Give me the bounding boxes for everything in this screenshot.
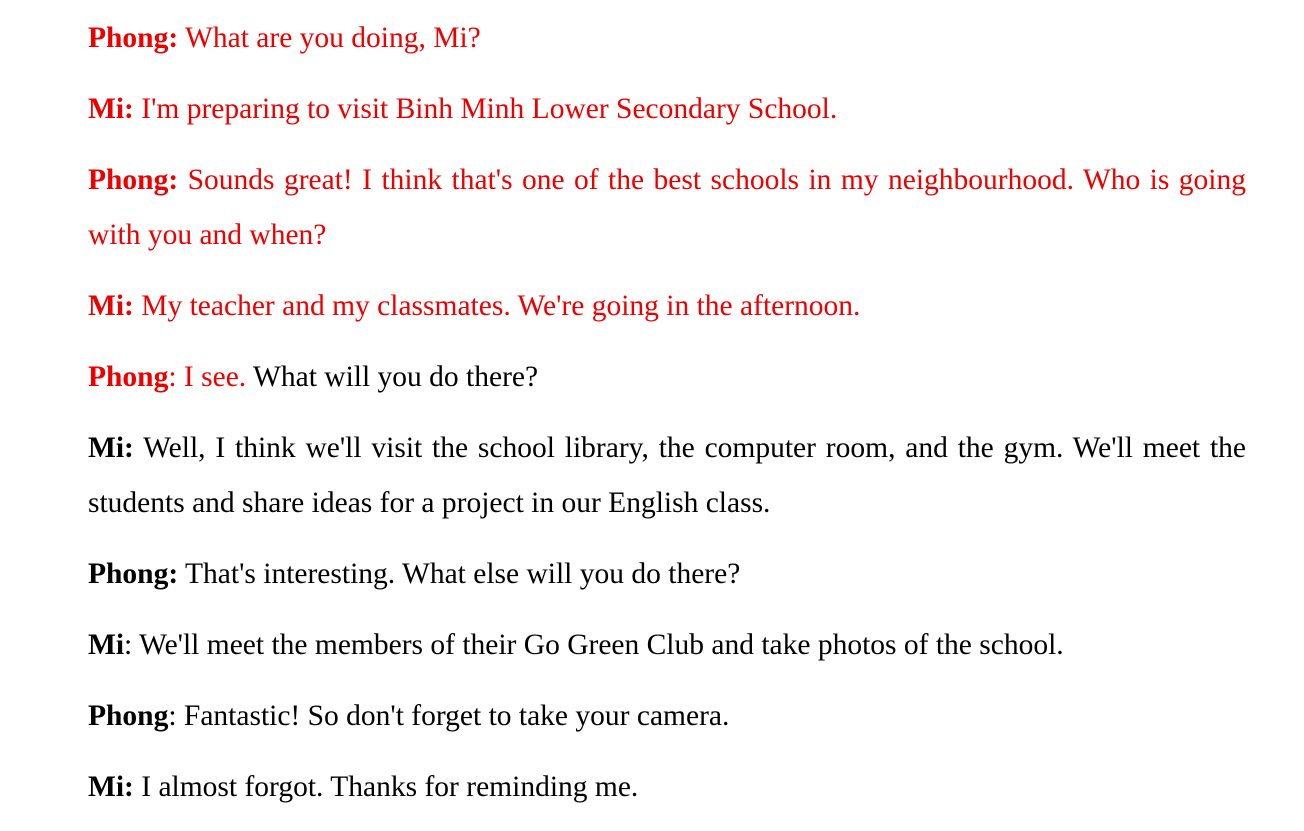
speaker-separator: :: [124, 629, 133, 661]
line-text-highlighted: What are you doing, Mi?: [178, 22, 481, 54]
line-text-highlighted: I'm preparing to visit Binh Minh Lower Secondary School.: [133, 93, 838, 125]
speaker-separator: :: [168, 700, 177, 732]
line-text-highlighted: My teacher and my classmates. We're going in the afternoon.: [133, 290, 861, 322]
dialogue-line: [88, 82, 1246, 137]
speaker-name: Phong:: [88, 164, 179, 196]
speaker-name: Phong:: [88, 558, 179, 590]
line-text: Well, I think we'll visit the school library, the computer room, and the gym. We'll meet the students and share ideas for a project in our English class.: [88, 432, 1246, 519]
line-text: I almost forgot. Thanks for reminding me.: [133, 771, 639, 803]
dialogue-line: [88, 153, 1246, 263]
speaker-separator: :: [168, 361, 177, 393]
line-text-highlighted: I see.: [176, 361, 247, 393]
speaker-name: Mi: [88, 629, 125, 661]
line-text: That's interesting. What else will you do there?: [178, 558, 741, 590]
speaker-name: Phong: [88, 361, 169, 393]
speaker-name: Mi:: [88, 771, 134, 803]
dialogue-line: [88, 11, 1246, 66]
line-text-highlighted: Sounds great! I think that's one of the best schools in my neighbourhood. Who is going with you and when?: [88, 164, 1246, 251]
dialogue-line: [88, 421, 1246, 531]
line-text: Fantastic! So don't forget to take your camera.: [176, 700, 730, 732]
dialogue-line: [88, 760, 1246, 815]
speaker-name: Mi:: [88, 290, 134, 322]
dialogue-line: [88, 350, 1246, 405]
dialogue-line: [88, 618, 1246, 673]
dialogue-text: [88, 11, 1246, 831]
dialogue-line: [88, 547, 1246, 602]
line-text: What will you do there?: [246, 361, 539, 393]
dialogue-line: [88, 279, 1246, 334]
speaker-name: Phong:: [88, 22, 179, 54]
speaker-name: Mi:: [88, 432, 134, 464]
speaker-name: Mi:: [88, 93, 134, 125]
dialogue-line: [88, 689, 1246, 744]
speaker-name: Phong: [88, 700, 169, 732]
line-text: We'll meet the members of their Go Green Club and take photos of the school.: [132, 629, 1064, 661]
